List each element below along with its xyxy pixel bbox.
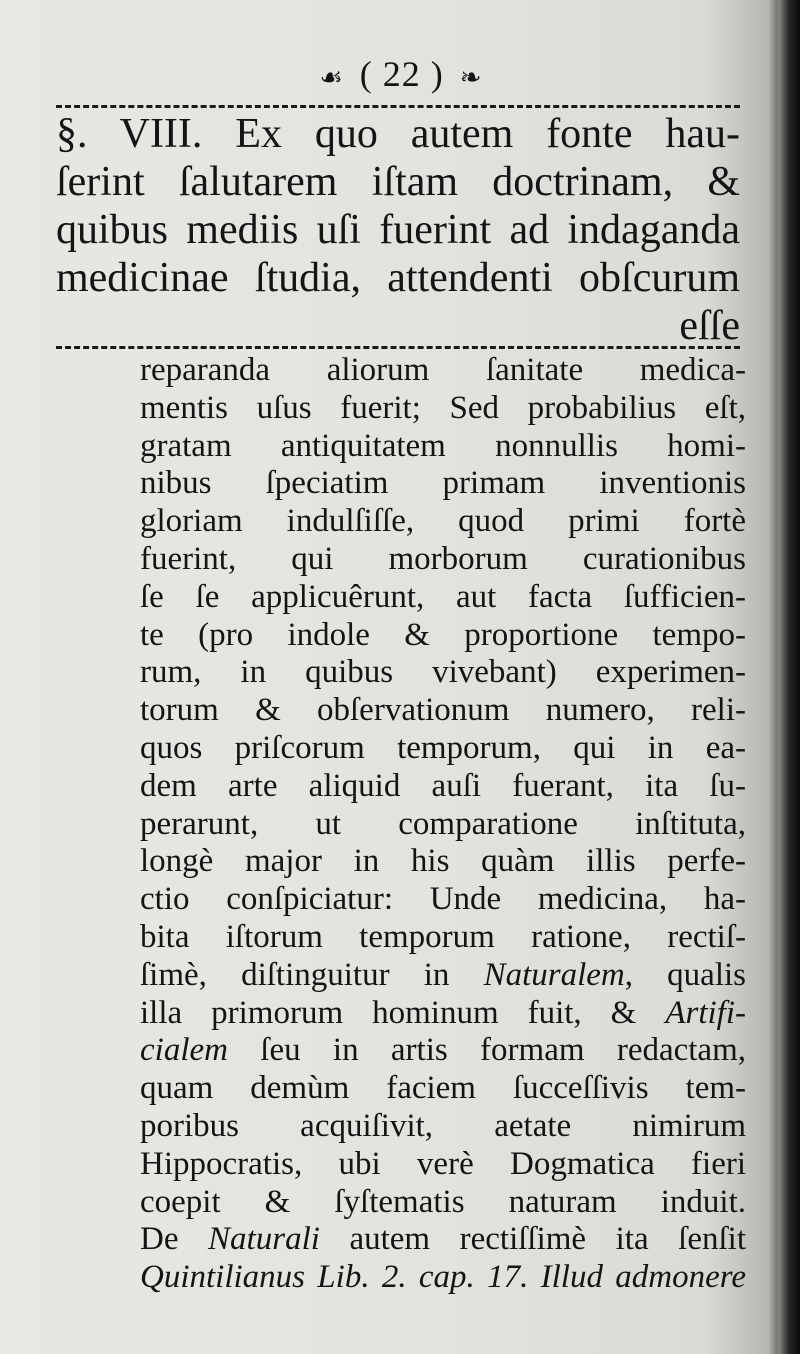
footnote-line xyxy=(140,1259,746,1297)
footnote-line xyxy=(140,352,746,390)
footnote-text: poribus acquiſivit, aetate nimirum xyxy=(140,1107,746,1144)
footnote-block xyxy=(140,352,746,1297)
footnote-text: De xyxy=(140,1221,209,1258)
footnote-line xyxy=(140,1032,746,1070)
footnote-text: longè major in his quàm illis perfe- xyxy=(140,843,746,880)
footnote-italic-text: Naturalem xyxy=(483,956,625,993)
footnote-text: torum & obſervationum numero, reli- xyxy=(140,692,746,729)
footnote-line xyxy=(140,881,746,919)
footnote-text: perarunt, ut comparatione inſtituta, xyxy=(140,805,746,842)
footnote-text: ſimè, diſtinguitur in xyxy=(140,956,484,993)
footnote-text: mentis uſus fuerit; Sed probabilius eſt, xyxy=(140,389,746,426)
footnote-line xyxy=(140,1070,746,1108)
main-text-line: medicinae ſtudia, attendenti obſcurum xyxy=(56,255,740,301)
footnote-italic-text: Quintilianus Lib. 2. cap. 17. Illud admonere xyxy=(140,1259,746,1296)
footnote-text: bita iſtorum temporum ratione, rectiſ- xyxy=(140,918,746,955)
footnote-rule xyxy=(56,346,740,349)
footnote-text: dem arte aliquid auſi fuerant, ita ſu- xyxy=(140,767,746,804)
footnote-text: ſe ſe applicuêrunt, aut facta ſufficien- xyxy=(140,578,746,615)
footnote-text: coepit & ſyſtematis naturam induit. xyxy=(140,1183,746,1220)
footnote-line xyxy=(140,503,746,541)
footnote-text: illa primorum hominum fuit, & xyxy=(140,994,666,1031)
main-text-line: ſerint ſalutarem iſtam doctrinam, & xyxy=(56,159,740,205)
ornament-left-icon: ☙ xyxy=(319,62,344,92)
footnote-line xyxy=(140,730,746,768)
footnote-text: gloriam indulſiſſe, quod primi fortè xyxy=(140,503,746,540)
footnote-line xyxy=(140,843,746,881)
footnote-text: nibus ſpeciatim primam inventionis xyxy=(140,465,746,502)
main-text-line: §. VIII. Ex quo autem fonte hau- xyxy=(56,111,740,157)
footnote-line xyxy=(140,1184,746,1222)
footnote-line xyxy=(140,428,746,466)
footnote-line xyxy=(140,654,746,692)
footnote-text: te (pro indole & proportione tempo- xyxy=(140,616,746,653)
footnote-line xyxy=(140,617,746,655)
footnote-italic-text: Naturali xyxy=(208,1221,320,1258)
footnote-text: gratam antiquitatem nonnullis homi- xyxy=(140,427,746,464)
footnote-line xyxy=(140,768,746,806)
page-number: ( 22 ) xyxy=(359,54,444,94)
footnote-line xyxy=(140,1221,746,1259)
footnote-text: quos priſcorum temporum, qui in ea- xyxy=(140,729,746,766)
footnote-text: ſeu in artis formam redactam, xyxy=(227,1032,746,1069)
footnote-line xyxy=(140,390,746,428)
footnote-line xyxy=(140,806,746,844)
footnote-line xyxy=(140,957,746,995)
main-text-block xyxy=(56,110,740,350)
footnote-text: rum, in quibus vivebant) experimen- xyxy=(140,654,746,691)
footnote-line xyxy=(140,465,746,503)
footnote-line xyxy=(140,919,746,957)
header-rule xyxy=(56,105,740,108)
footnote-text: autem rectiſſimè ita ſenſit xyxy=(319,1221,746,1258)
footnote-line xyxy=(140,692,746,730)
footnote-text: ctio conſpiciatur: Unde medicina, ha- xyxy=(140,881,746,918)
footnote-text: quam demùm faciem ſucceſſivis tem- xyxy=(140,1070,746,1107)
footnote-line xyxy=(140,541,746,579)
main-text-catchword: eſſe xyxy=(679,303,740,349)
footnote-line xyxy=(140,579,746,617)
main-text-line: quibus mediis uſi fuerint ad indaganda xyxy=(56,207,740,253)
footnote-line xyxy=(140,1146,746,1184)
footnote-text: , qualis xyxy=(624,956,746,993)
page-edge-shadow xyxy=(778,0,800,1354)
footnote-line xyxy=(140,1108,746,1146)
page-header xyxy=(56,52,746,100)
footnote-text: Hippocratis, ubi verè Dogmatica fieri xyxy=(140,1145,746,1182)
footnote-text: fuerint, qui morborum curationibus xyxy=(140,540,746,577)
footnote-italic-text: cialem xyxy=(140,1032,228,1069)
footnote-line xyxy=(140,995,746,1033)
footnote-text: reparanda aliorum ſanitate medica- xyxy=(140,352,746,388)
ornament-right-icon: ❧ xyxy=(459,62,483,92)
footnote-italic-text: Artifi- xyxy=(665,994,746,1031)
